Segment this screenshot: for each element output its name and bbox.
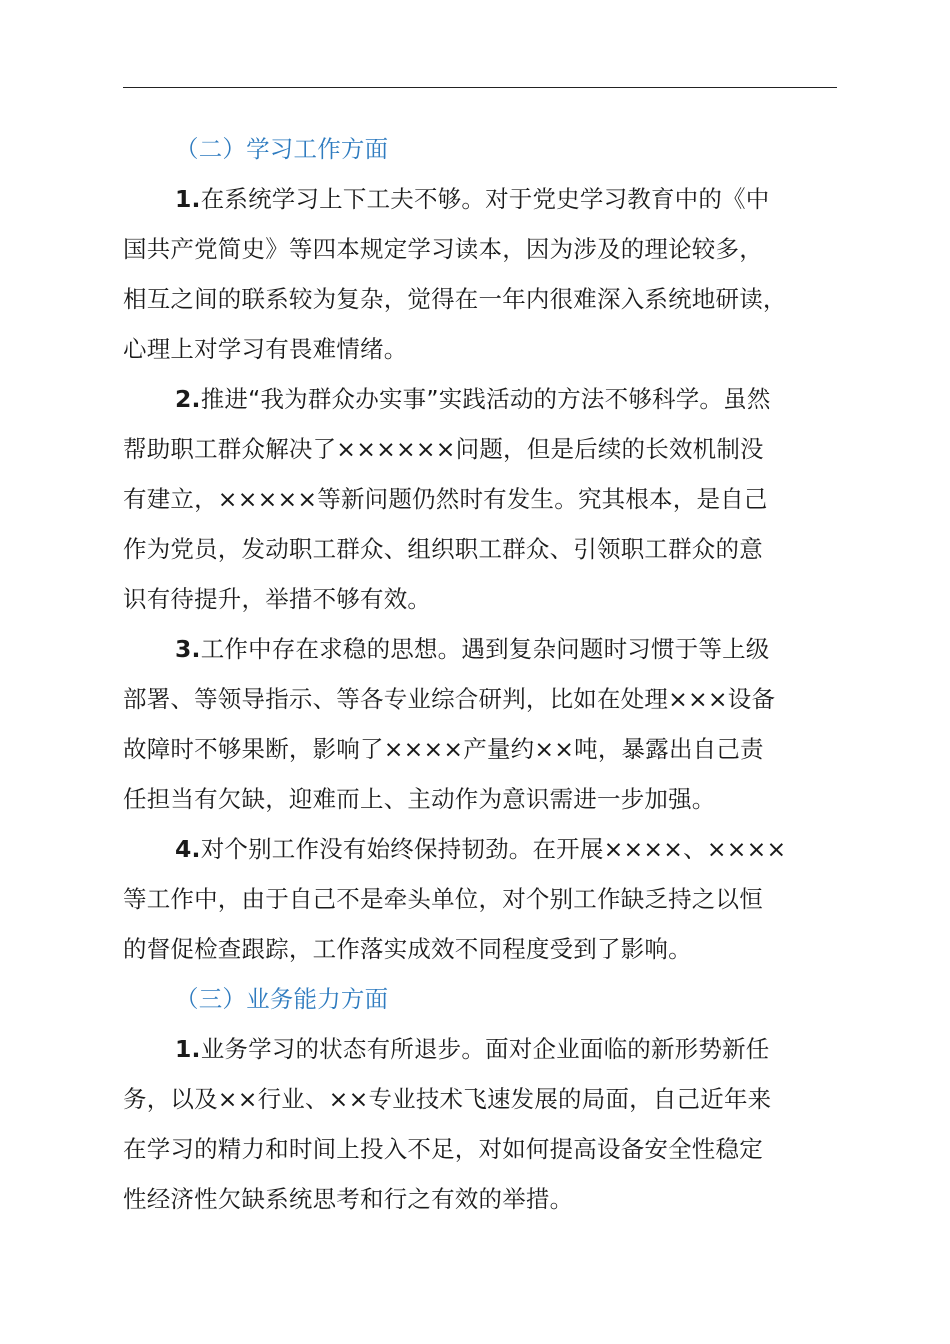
paragraph-2-4 — [123, 824, 837, 974]
paragraph-2-3 — [123, 624, 837, 824]
line-text: 推进“我为群众办实事”实践活动的方法不够科学。虽然 — [200, 385, 771, 413]
paragraph-line — [123, 174, 837, 224]
section-heading-business-ability: （三）业务能力方面 — [175, 985, 389, 1013]
paragraph-line: 的督促检查跟踪，工作落实成效不同程度受到了影响。 — [123, 935, 692, 963]
header-rule — [123, 87, 837, 88]
paragraph-line: 等工作中，由于自己不是牵头单位，对个别工作缺乏持之以恒 — [123, 885, 763, 913]
paragraph-line: 在学习的精力和时间上投入不足，对如何提高设备安全性稳定 — [123, 1135, 763, 1163]
item-number: 1. — [175, 1035, 201, 1063]
paragraph-line: 国共产党简史》等四本规定学习读本，因为涉及的理论较多， — [123, 235, 763, 263]
item-number: 4. — [175, 835, 201, 863]
line-text: 对个别工作没有始终保持韧劲。在开展××××、×××× — [200, 835, 787, 863]
paragraph-line: 任担当有欠缺，迎难而上、主动作为意识需进一步加强。 — [123, 785, 716, 813]
line-text: 工作中存在求稳的思想。遇到复杂问题时习惯于等上级 — [200, 635, 770, 663]
paragraph-line — [123, 824, 837, 874]
paragraph-line: 故障时不够果断，影响了××××产量约××吨，暴露出自己责 — [123, 735, 764, 763]
line-text: 在系统学习上下工夫不够。对于党史学习教育中的《中 — [200, 185, 770, 213]
section-heading-study-work: （二）学习工作方面 — [175, 135, 389, 163]
paragraph-line: 心理上对学习有畏难情绪。 — [123, 335, 408, 363]
line-text: 业务学习的状态有所退步。面对企业面临的新形势新任 — [200, 1035, 770, 1063]
paragraph-2-1 — [123, 174, 837, 374]
paragraph-line: 作为党员，发动职工群众、组织职工群众、引领职工群众的意 — [123, 535, 763, 563]
paragraph-line — [123, 624, 837, 674]
paragraph-2-2 — [123, 374, 837, 624]
paragraph-line: 识有待提升，举措不够有效。 — [123, 585, 432, 613]
item-number: 2. — [175, 385, 201, 413]
paragraph-line: 相互之间的联系较为复杂，觉得在一年内很难深入系统地研读， — [123, 285, 787, 313]
paragraph-line — [123, 374, 837, 424]
paragraph-line: 有建立，×××××等新问题仍然时有发生。究其根本，是自己 — [123, 485, 768, 513]
paragraph-line: 部署、等领导指示、等各专业综合研判，比如在处理×××设备 — [123, 685, 776, 713]
paragraph-line: 性经济性欠缺系统思考和行之有效的举措。 — [123, 1185, 574, 1213]
paragraph-3-1 — [123, 1024, 837, 1224]
item-number: 1. — [175, 185, 201, 213]
item-number: 3. — [175, 635, 201, 663]
document-body — [123, 124, 837, 1224]
paragraph-line — [123, 1024, 837, 1074]
paragraph-line: 帮助职工群众解决了××××××问题，但是后续的长效机制没 — [123, 435, 764, 463]
paragraph-line: 务，以及××行业、××专业技术飞速发展的局面，自己近年来 — [123, 1085, 772, 1113]
